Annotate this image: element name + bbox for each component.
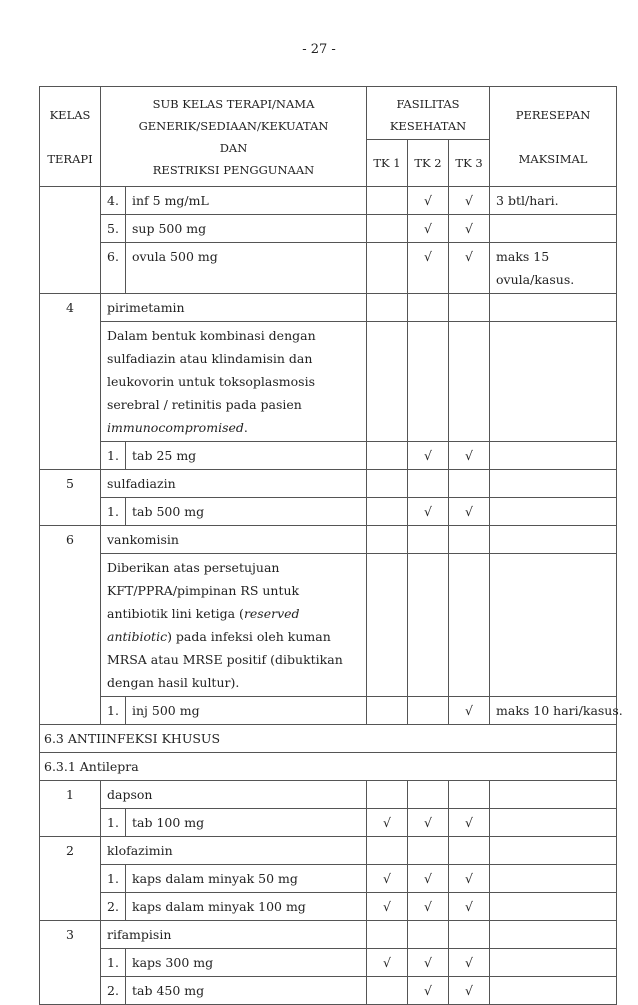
header-tk1: TK 1 [367, 140, 408, 187]
item-number: 5. [101, 215, 126, 243]
max-prescription: maks 10 hari/kasus. [490, 697, 617, 725]
tk3-check: √ [449, 977, 490, 1005]
tk3-cell [449, 837, 490, 865]
kelas-number: 3 [40, 921, 101, 1005]
max-prescription [490, 470, 617, 498]
drug-name: vankomisin [101, 526, 367, 554]
tk3-cell [449, 294, 490, 322]
section-row [40, 753, 617, 781]
tk3-check: √ [449, 215, 490, 243]
max-prescription [490, 893, 617, 921]
max-prescription [490, 322, 617, 442]
tk2-check: √ [408, 498, 449, 526]
table-row [40, 554, 617, 697]
item-name: tab 100 mg [126, 809, 367, 837]
tk2-check: √ [408, 977, 449, 1005]
section-heading: 6.3 ANTIINFEKSI KHUSUS [40, 725, 617, 753]
tk1-cell [367, 294, 408, 322]
tk1-cell [367, 498, 408, 526]
item-number: 2. [101, 893, 126, 921]
tk1-cell [367, 442, 408, 470]
item-name: ovula 500 mg [126, 243, 367, 294]
item-number: 1. [101, 498, 126, 526]
tk3-cell [449, 554, 490, 697]
drug-name: klofazimin [101, 837, 367, 865]
item-number: 1. [101, 949, 126, 977]
tk3-cell [449, 322, 490, 442]
tk1-check: √ [367, 949, 408, 977]
tk3-check: √ [449, 243, 490, 294]
item-name: tab 25 mg [126, 442, 367, 470]
tk1-cell [367, 781, 408, 809]
drug-name: dapson [101, 781, 367, 809]
tk2-check: √ [408, 865, 449, 893]
max-prescription [490, 865, 617, 893]
item-number: 6. [101, 243, 126, 294]
tk2-cell [408, 921, 449, 949]
max-prescription [490, 837, 617, 865]
table-row [40, 322, 617, 442]
restriction-note: Diberikan atas persetujuan KFT/PPRA/pimpinan RS untuk antibiotik lini ketiga (reserved antibiotic) pada infeksi oleh kuman MRSA atau MRSE positif (dibuktikan dengan hasil kultur). [101, 554, 367, 697]
table-row [40, 187, 617, 215]
max-prescription [490, 215, 617, 243]
item-number: 4. [101, 187, 126, 215]
tk1-cell [367, 470, 408, 498]
header-peresepan: PERESEPAN MAKSIMAL [490, 87, 617, 187]
item-name: inf 5 mg/mL [126, 187, 367, 215]
max-prescription [490, 949, 617, 977]
tk1-check: √ [367, 809, 408, 837]
tk2-cell [408, 554, 449, 697]
tk3-check: √ [449, 893, 490, 921]
max-prescription: maks 15 ovula/kasus. [490, 243, 617, 294]
tk3-cell [449, 921, 490, 949]
table-row [40, 977, 617, 1005]
tk2-cell [408, 470, 449, 498]
tk1-cell [367, 554, 408, 697]
tk2-cell [408, 294, 449, 322]
drug-name: pirimetamin [101, 294, 367, 322]
header-kelas-terapi: KELAS TERAPI [40, 87, 101, 187]
tk3-cell [449, 526, 490, 554]
restriction-note: Dalam bentuk kombinasi dengan sulfadiazin atau klindamisin dan leukovorin untuk toksoplasmosis serebral / retinitis pada pasien immunocompromised. [101, 322, 367, 442]
tk3-cell [449, 781, 490, 809]
item-number: 2. [101, 977, 126, 1005]
item-number: 1. [101, 809, 126, 837]
tk2-check: √ [408, 893, 449, 921]
subsection-heading: 6.3.1 Antilepra [40, 753, 617, 781]
item-number: 1. [101, 865, 126, 893]
tk3-check: √ [449, 809, 490, 837]
max-prescription [490, 526, 617, 554]
item-name: tab 500 mg [126, 498, 367, 526]
item-name: sup 500 mg [126, 215, 367, 243]
table-row [40, 697, 617, 725]
max-prescription [490, 781, 617, 809]
item-name: inj 500 mg [126, 697, 367, 725]
max-prescription [490, 809, 617, 837]
tk1-check: √ [367, 865, 408, 893]
max-prescription [490, 294, 617, 322]
tk1-cell [367, 243, 408, 294]
table-row [40, 498, 617, 526]
kelas-number: 6 [40, 526, 101, 725]
table-row [40, 949, 617, 977]
header-tk2: TK 2 [408, 140, 449, 187]
tk2-cell [408, 697, 449, 725]
max-prescription [490, 442, 617, 470]
table-row [40, 470, 617, 498]
tk3-check: √ [449, 697, 490, 725]
kelas-number: 2 [40, 837, 101, 921]
header-sub-kelas: SUB KELAS TERAPI/NAMA GENERIK/SEDIAAN/KEKUATAN DAN RESTRIKSI PENGGUNAAN [101, 87, 367, 187]
table-row [40, 837, 617, 865]
max-prescription [490, 921, 617, 949]
header-fasilitas: FASILITAS KESEHATAN [367, 87, 490, 140]
tk2-check: √ [408, 442, 449, 470]
tk2-check: √ [408, 949, 449, 977]
table-row [40, 442, 617, 470]
table-row [40, 921, 617, 949]
tk3-check: √ [449, 865, 490, 893]
tk1-cell [367, 837, 408, 865]
item-number: 1. [101, 442, 126, 470]
tk2-cell [408, 526, 449, 554]
tk2-check: √ [408, 243, 449, 294]
tk3-check: √ [449, 949, 490, 977]
max-prescription: 3 btl/hari. [490, 187, 617, 215]
max-prescription [490, 977, 617, 1005]
table-row [40, 893, 617, 921]
table-row [40, 526, 617, 554]
kelas-number: 5 [40, 470, 101, 526]
tk3-check: √ [449, 498, 490, 526]
tk1-cell [367, 921, 408, 949]
kelas-number: 4 [40, 294, 101, 470]
tk1-cell [367, 215, 408, 243]
drug-name: sulfadiazin [101, 470, 367, 498]
formulary-table [39, 86, 623, 1005]
max-prescription [490, 554, 617, 697]
tk2-cell [408, 837, 449, 865]
table-row [40, 781, 617, 809]
item-name: tab 450 mg [126, 977, 367, 1005]
tk1-cell [367, 526, 408, 554]
item-name: kaps 300 mg [126, 949, 367, 977]
section-row [40, 725, 617, 753]
tk1-cell [367, 187, 408, 215]
item-name: kaps dalam minyak 50 mg [126, 865, 367, 893]
tk2-check: √ [408, 809, 449, 837]
table-header-row [40, 87, 617, 140]
tk3-check: √ [449, 442, 490, 470]
tk1-check: √ [367, 893, 408, 921]
page-number: - 27 - [302, 42, 336, 57]
table-row [40, 243, 617, 294]
table-row [40, 294, 617, 322]
item-name: kaps dalam minyak 100 mg [126, 893, 367, 921]
tk2-cell [408, 322, 449, 442]
table-row [40, 215, 617, 243]
header-tk3: TK 3 [449, 140, 490, 187]
tk1-cell [367, 322, 408, 442]
table-row [40, 865, 617, 893]
tk3-check: √ [449, 187, 490, 215]
tk2-check: √ [408, 215, 449, 243]
table-row [40, 809, 617, 837]
tk1-cell [367, 977, 408, 1005]
kelas-number: 1 [40, 781, 101, 837]
tk2-check: √ [408, 187, 449, 215]
item-number: 1. [101, 697, 126, 725]
tk3-cell [449, 470, 490, 498]
max-prescription [490, 498, 617, 526]
kelas-cell-empty [40, 187, 101, 294]
tk2-cell [408, 781, 449, 809]
drug-name: rifampisin [101, 921, 367, 949]
tk1-cell [367, 697, 408, 725]
